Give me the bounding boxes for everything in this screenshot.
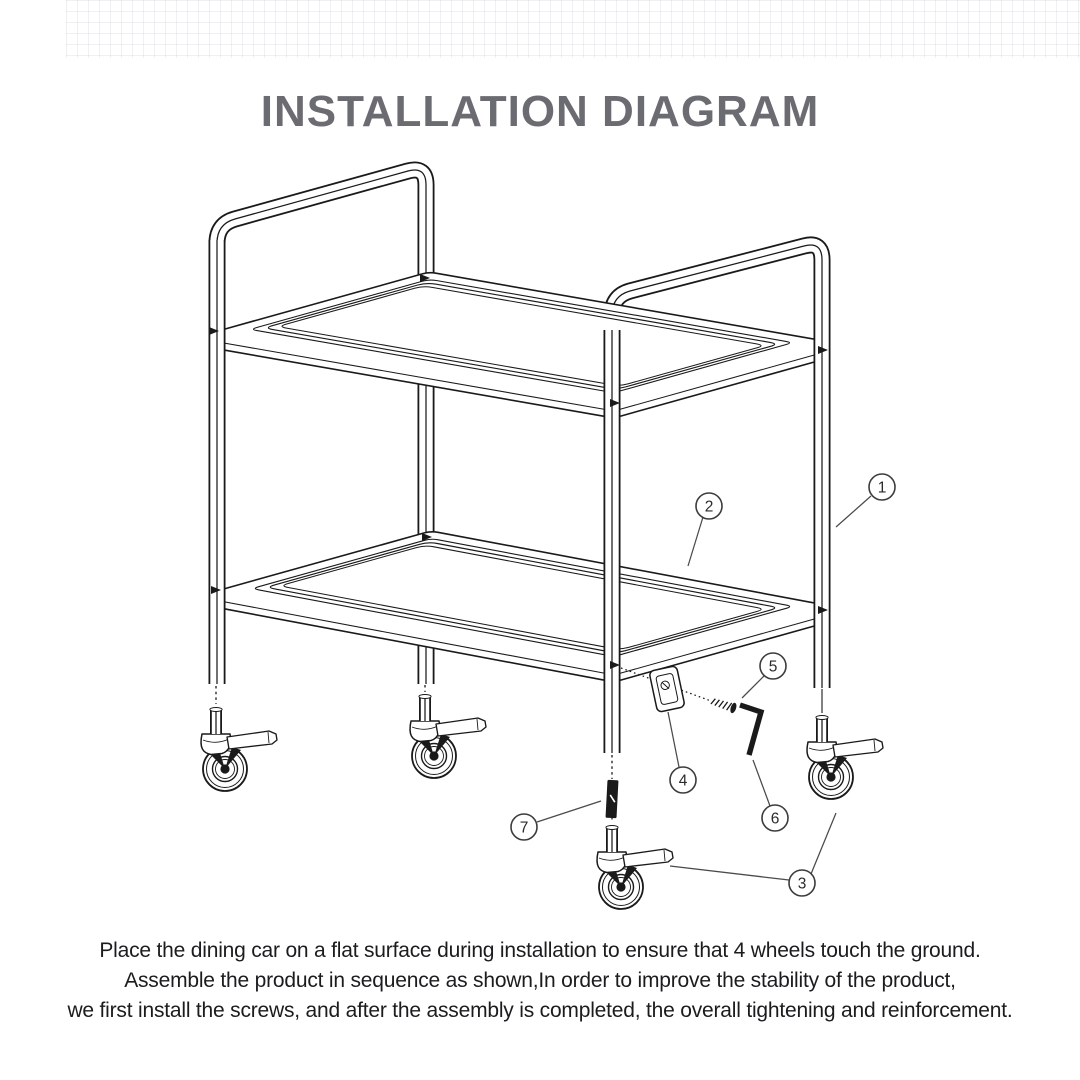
instructions-line-2: Assemble the product in sequence as shown,In order to improve the stability of the product, — [124, 969, 956, 992]
callout-6-leader — [753, 760, 770, 806]
svg-text:1: 1 — [877, 479, 887, 497]
callout-6 — [762, 805, 788, 831]
callouts — [511, 474, 895, 896]
allen-key — [740, 705, 761, 755]
top-shelf — [218, 273, 825, 418]
caster-front-left — [201, 708, 277, 792]
callout-3 — [789, 870, 815, 896]
caster-rear-right — [807, 716, 883, 800]
callout-1-leader — [836, 496, 871, 527]
cart-drawing — [201, 170, 883, 909]
callout-7 — [511, 814, 537, 840]
svg-text:7: 7 — [519, 819, 529, 837]
svg-text:4: 4 — [678, 772, 688, 790]
svg-text:5: 5 — [768, 658, 778, 676]
callout-7-leader — [537, 801, 601, 822]
bottom-shelf — [220, 532, 825, 681]
connector-pin — [606, 780, 619, 819]
svg-text:6: 6 — [770, 810, 780, 828]
svg-text:3: 3 — [797, 875, 807, 893]
caster-alignment-lines — [216, 685, 822, 822]
svg-text:2: 2 — [704, 498, 714, 516]
screw — [710, 696, 737, 714]
callout-5 — [760, 653, 786, 679]
instructions-line-3: we first install the screws, and after the assembly is completed, the overall tightening and reinforcement. — [67, 999, 1013, 1022]
callout-2 — [696, 493, 722, 519]
callout-3-leader-1 — [670, 866, 789, 880]
instructions-line-1: Place the dining car on a flat surface during installation to ensure that 4 wheels touch the ground. — [99, 939, 981, 962]
page-title: INSTALLATION DIAGRAM — [260, 87, 820, 137]
instructions — [0, 936, 1080, 1026]
callout-4-leader — [668, 712, 679, 767]
callout-1 — [869, 474, 895, 500]
mounting-bracket — [649, 666, 685, 713]
caster-front-right-detached — [597, 826, 673, 910]
callout-2-leader — [688, 517, 703, 566]
caster-rear-left — [410, 695, 486, 779]
callout-4 — [670, 767, 696, 793]
callout-3-leader-2 — [811, 813, 836, 874]
callout-5-leader — [742, 676, 764, 698]
